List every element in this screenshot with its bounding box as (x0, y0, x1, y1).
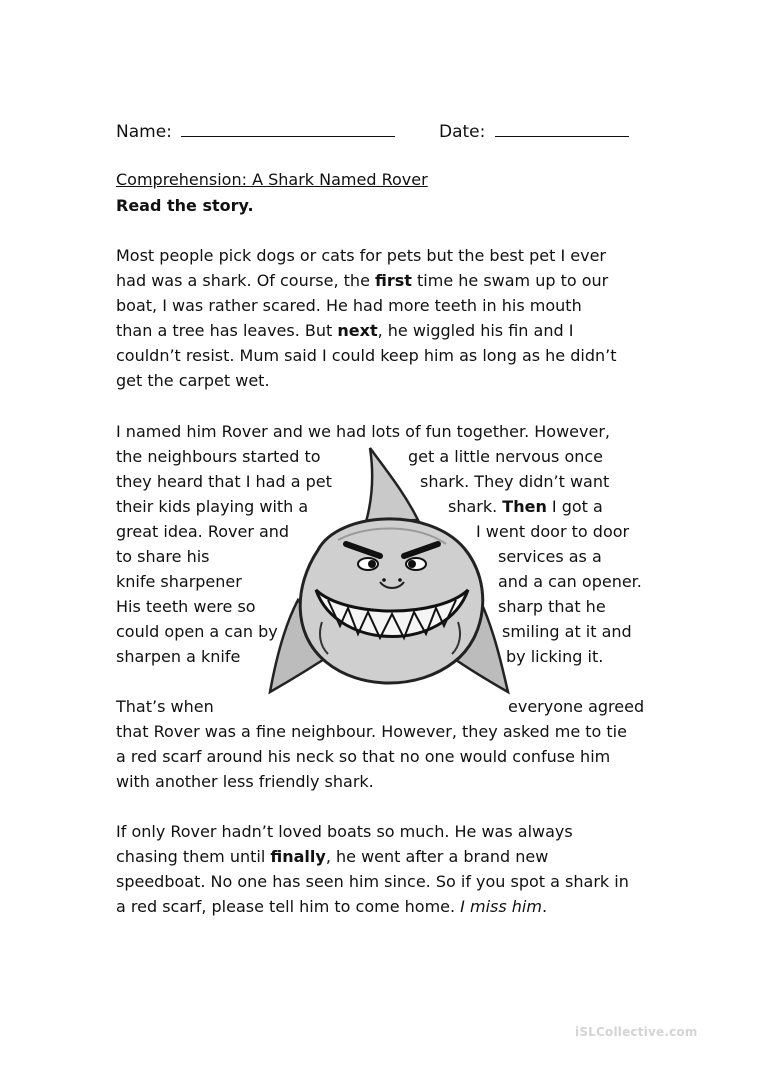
name-blank-line[interactable] (181, 118, 395, 137)
date-group (439, 118, 629, 144)
keyword-then: Then (502, 497, 547, 516)
name-label: Name: (116, 122, 172, 142)
text-line: they heard that I had a pet shark. They didn’t want (116, 472, 610, 491)
text-line: knife sharpener and a can opener. (116, 572, 642, 591)
text-line: with another less friendly shark. (116, 772, 374, 791)
text-line: speedboat. No one has seen him since. So if you spot a shark in (116, 872, 629, 891)
text-line: get the carpet wet. (116, 371, 270, 390)
text-line: could open a can by smiling at it and (116, 622, 632, 641)
keyword-first: first (375, 271, 412, 290)
text-line: boat, I was rather scared. He had more teeth in his mouth (116, 296, 582, 315)
text-line: That’s when everyone agreed (116, 697, 645, 716)
closing-italic: I miss him (460, 897, 542, 916)
date-blank-line[interactable] (495, 118, 629, 137)
text-line: His teeth were so sharp that he (116, 597, 606, 616)
keyword-finally: finally (270, 847, 326, 866)
text-line: Most people pick dogs or cats for pets but the best pet I ever (116, 246, 607, 265)
story-paragraph-1 (116, 243, 617, 393)
text-line: sharpen a knife by licking it. (116, 647, 604, 666)
text-line: couldn’t resist. Mum said I could keep him as long as he didn’t (116, 346, 617, 365)
text-line: a red scarf around his neck so that no one would confuse him (116, 747, 611, 766)
text-line: If only Rover hadn’t loved boats so much. He was always (116, 822, 573, 841)
text-line: great idea. Rover and I went door to door (116, 522, 630, 541)
text-line: chasing them until finally, he went after a brand new (116, 847, 549, 866)
text-line: than a tree has leaves. But next, he wiggled his fin and I (116, 321, 574, 340)
story-paragraph-4 (116, 819, 629, 919)
text-line: their kids playing with a shark. Then I got a (116, 497, 603, 516)
text-line: a red scarf, please tell him to come home. I miss him. (116, 897, 548, 916)
date-label: Date: (439, 122, 486, 142)
shark-illustration (268, 440, 512, 730)
keyword-next: next (337, 321, 378, 340)
worksheet-title: Comprehension: A Shark Named Rover (116, 170, 428, 189)
text-line: I named him Rover and we had lots of fun together. However, (116, 422, 610, 441)
text-line: had was a shark. Of course, the first time he swam up to our (116, 271, 609, 290)
header-row (116, 118, 486, 144)
text-line: that Rover was a fine neighbour. However, they asked me to tie (116, 722, 627, 741)
instruction: Read the story. (116, 196, 254, 215)
text-line: to share his services as a (116, 547, 602, 566)
text-line: the neighbours started to get a little nervous once (116, 447, 604, 466)
watermark: iSLCollective.com (575, 1025, 698, 1039)
